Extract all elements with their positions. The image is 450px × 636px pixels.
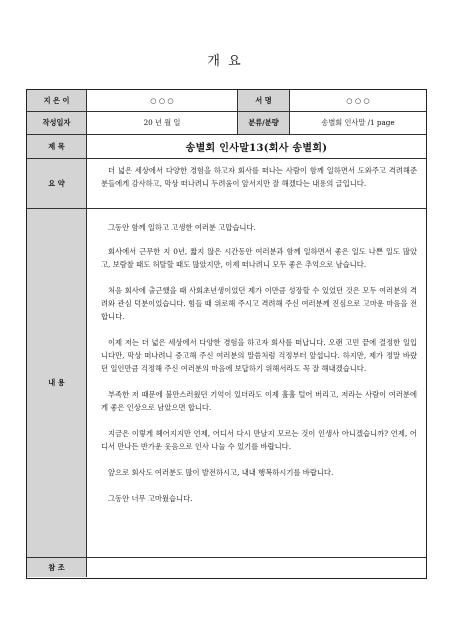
summary-text: 더 넓은 세상에서 다양한 경험을 하고자 회사를 떠나는 사람이 함께 일하면서 도와주고 격려해준 분들에게 감사하고, 막상 떠나려니 두려움이 앞서지만 잘 해겠다는 내용의 글입니다. (101, 166, 417, 188)
content-paragraph: 앞으로 회사도 여러분도 많이 발전하시고, 내내 행복하시기를 바랍니다. (108, 468, 334, 477)
page-title: 개 요 (207, 54, 243, 69)
reference-value (86, 558, 426, 577)
content-paragraph: 그동안 함께 일하고 고생한 여러분 고맙습니다. (108, 223, 256, 232)
subject-label: 제 목 (27, 135, 86, 158)
writer-label: 지 은 이 (27, 90, 86, 111)
summary-label: 요 약 (27, 159, 86, 208)
summary-form (26, 89, 427, 579)
summary-row (27, 159, 426, 209)
writer-value: ○ ○ ○ (86, 90, 237, 111)
content-body (101, 221, 417, 518)
reference-row (27, 558, 426, 577)
reference-label: 참 조 (27, 558, 86, 577)
writer-row (27, 90, 426, 112)
sign-value: ○ ○ ○ (289, 90, 426, 111)
content-paragraph: 회사에서 근무한 지 0년, 짧지 않은 시간동안 여러분과 함께 일하면서 좋은 일도 나쁜 일도 많았고, 보람찰 때도 허탈할 때도 많았지만, 이제 떠나려니 모두 좋은 추억으로 남습니다. (101, 247, 417, 269)
subject-value: 송별회 인사말13(회사 송별회) (86, 135, 426, 158)
sign-label: 서 명 (237, 90, 289, 111)
content-paragraph: 부족한 저 때문에 불만스러웠던 기억이 있더라도 이제 훌훌 털어 버리고, 저라는 사람이 여러분에게 좋은 인상으로 남았으면 합니다. (101, 390, 417, 412)
category-label: 분류/분량 (237, 112, 289, 134)
subject-row (27, 135, 426, 159)
content-paragraph: 처음 회사에 출근했을 때 사회초년생이었던 제가 이만큼 성장할 수 있었던 것은 모두 여러분의 격려와 관심 덕분이었습니다. 힘들 때 위로해 주시고 격려해 주신 여러분께 진심으로 고마운 마음을 전합니다. (101, 286, 417, 321)
date-label: 작성일자 (27, 112, 86, 134)
content-paragraph: 이제 저는 더 넓은 세상에서 다양한 경험을 하고자 회사를 떠납니다. 오랜 고민 끝에 결정한 일입니다만, 막상 떠나려니 증고해 주신 여러분의 말씀처럼 걱정부터 앞섭니다. 하지만, 제가 정말 바랐던 일인만큼 걱정해 주신 여러분의 마음에 보답하기 위해서라도 꼭 잘 해내겠습니다. (101, 338, 417, 373)
content-label: 내 용 (27, 209, 86, 557)
content-row (27, 209, 426, 558)
date-row (27, 112, 426, 135)
content-paragraph: 그동안 너무 고마웠습니다. (108, 494, 193, 503)
category-value: 송별회 인사말 /1 page (289, 112, 426, 134)
date-value: 20 년 월 일 (86, 112, 237, 134)
content-paragraph: 지금은 이렇게 헤어지지만 언제, 어디서 다시 만날지 모르는 것이 인생사 아니겠습니까? 언제, 어디서 만나든 반가운 웃음으로 인사 나눌 수 있기를 바랍니다. (101, 429, 417, 451)
